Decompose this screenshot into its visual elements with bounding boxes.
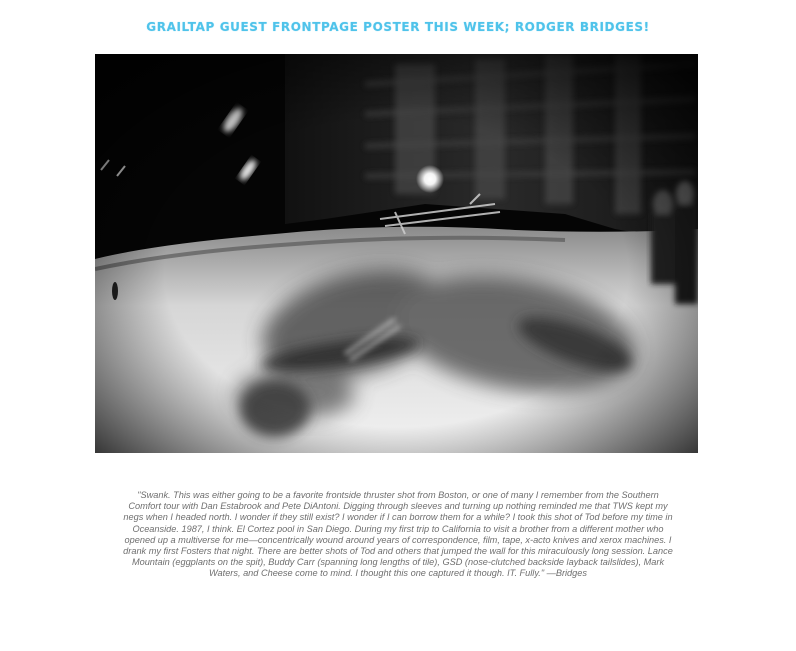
photo-caption: "Swank. This was either going to be a favorite frontside thruster shot from Boston, or one of many I remember from the Southern Comfort tour with Dan Estabrook and Pete DiAntoni. Digging through sleeves and turning up nothing reminded me that TWS kept my negs when I headed north. I wonder if they still exist? I wonder if I can borrow them for a while? I took this shot of Tod before my time in Oceanside. 1987, I think. El Cortez pool in San Diego. During my first trip to California to visit a brother from a different mother who opened up a multiverse for me—concentrically wound around years of correspondence, film, tape, x-acto knives and xerox machines. I drank my first Fosters that night. There are better shots of Tod and others that jumped the wall for this miraculously long session. Lance Mountain (eggplants on the spit), Buddy Carr (spanning long lengths of tile), GSD (nose-clutched backside layback tailslides), Mark Waters, and Cheese come to mind. I thought this one captured it though. IT. Fully." —Bridges	[123, 490, 673, 579]
skate-photo	[95, 54, 698, 453]
page-title: GRAILTAP GUEST FRONTPAGE POSTER THIS WEEK; RODGER BRIDGES!	[146, 20, 650, 34]
